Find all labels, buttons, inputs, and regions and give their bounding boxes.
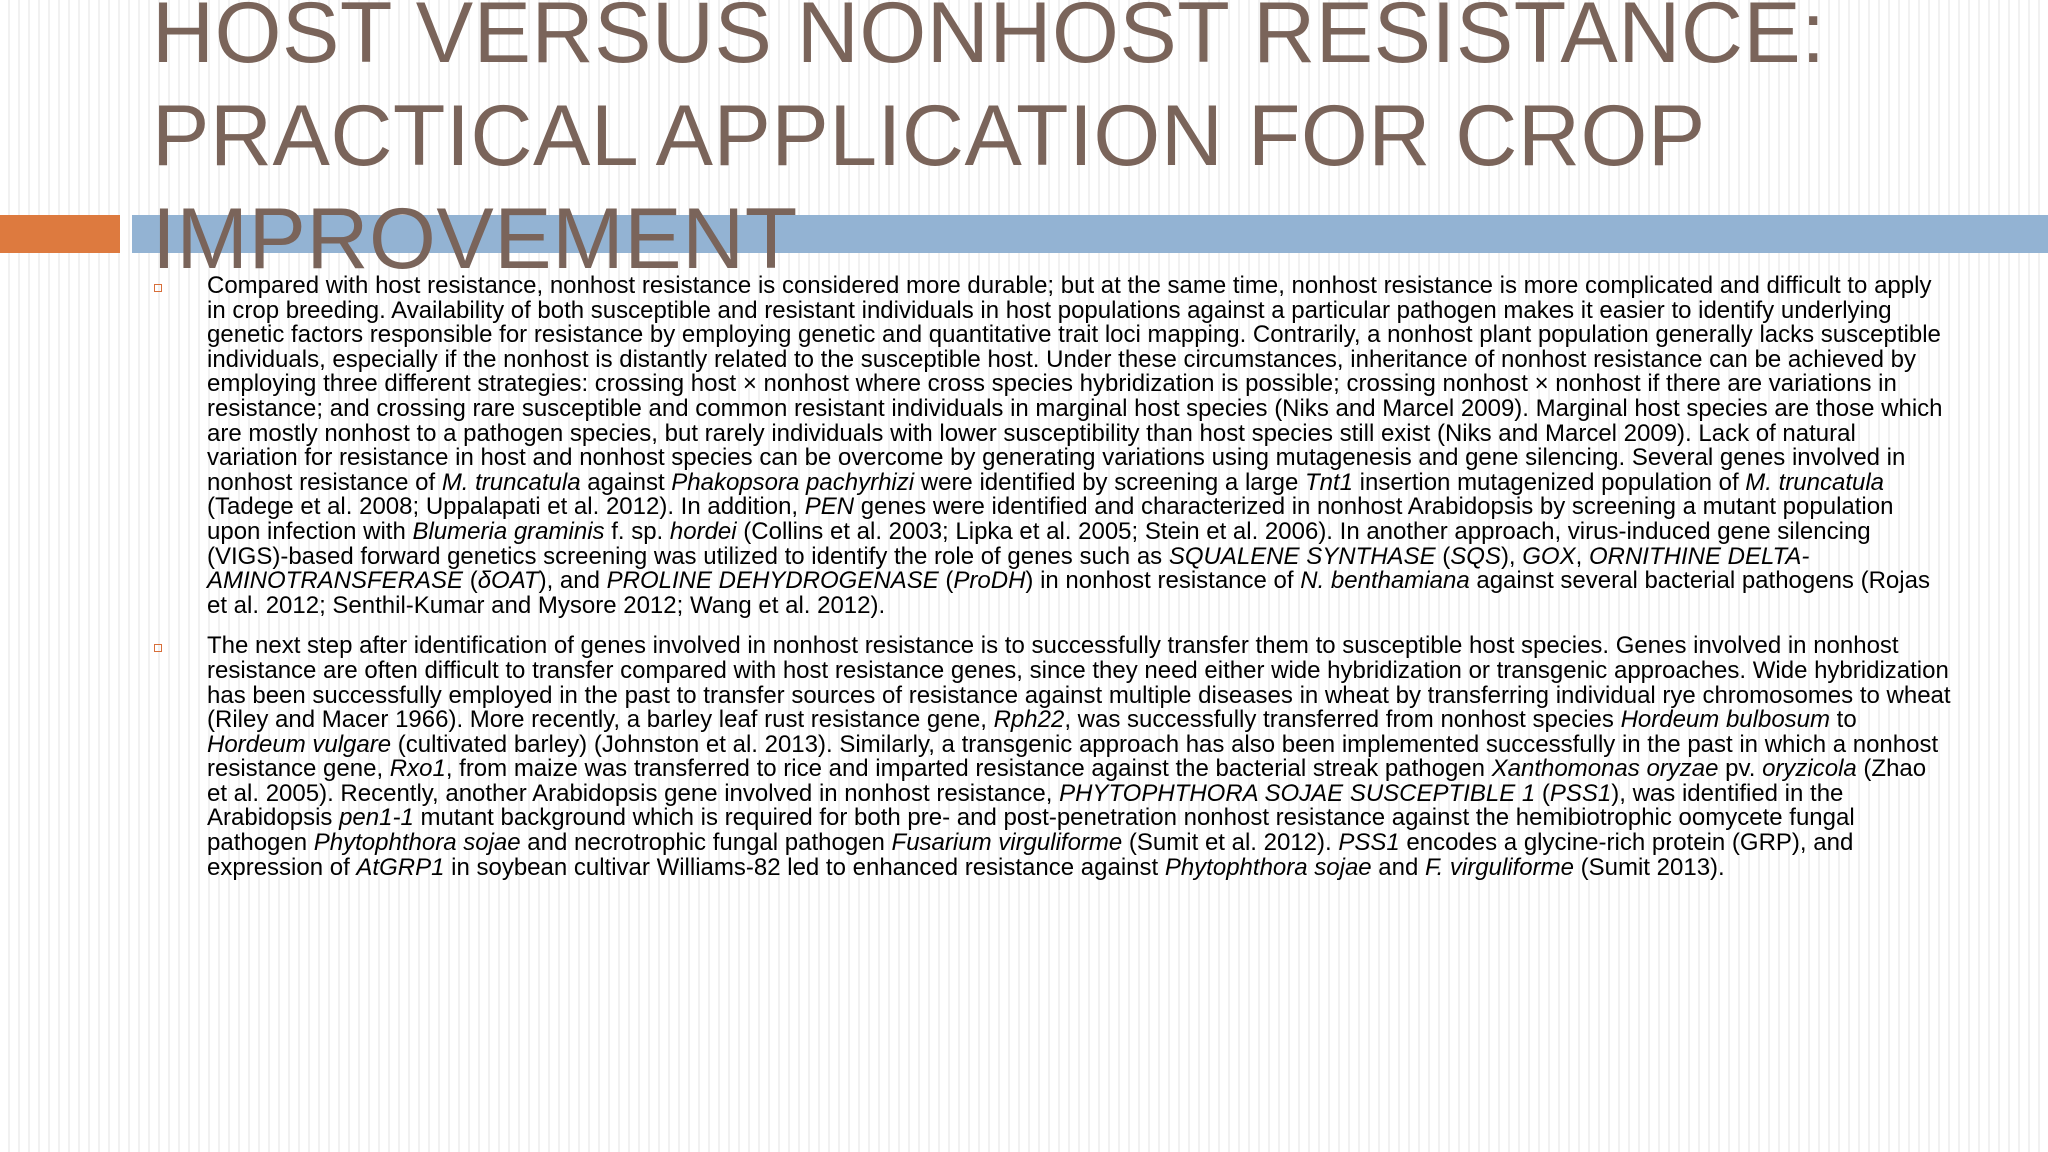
text-run: pv. — [1718, 755, 1763, 783]
italic-term: Rph22 — [993, 706, 1065, 734]
text-run: against — [580, 468, 672, 496]
text-run: ), and — [538, 567, 607, 595]
text-run: mutant background which is required for both pre- and post-penetration nonhost resistance against the hemibiotrophic oomycete fungal pathogen — [207, 804, 1855, 857]
italic-term: Phytophthora sojae — [1164, 853, 1372, 881]
text-run: in soybean cultivar Williams-82 led to enhanced resistance against — [444, 853, 1165, 881]
text-run: encodes a glycine-rich protein (GRP), and expression of — [207, 829, 1854, 881]
text-run: to — [1830, 706, 1857, 734]
bullet-paragraph-1 — [152, 274, 1952, 618]
text-run: ( — [1435, 542, 1451, 570]
text-run: f. sp. — [604, 517, 670, 545]
text-run: ) in nonhost resistance of — [1025, 567, 1301, 595]
text-run: , — [1575, 542, 1589, 570]
italic-term: ORNITHINE DELTA-AMINOTRANSFERASE — [207, 542, 1810, 595]
text-run: ), — [1500, 542, 1523, 570]
italic-term: Phakopsora pachyrhizi — [671, 468, 915, 496]
text-run: genes were identified and characterized in nonhost Arabidopsis by screening a mutant population upon infection with — [207, 493, 1894, 545]
italic-term: pen1-1 — [339, 804, 414, 832]
italic-term: Tnt1 — [1304, 468, 1354, 496]
text-run: insertion mutagenized population of — [1353, 468, 1746, 496]
italic-term: δOAT — [477, 567, 539, 595]
bullet-paragraph-2 — [152, 634, 1952, 880]
bullet-list — [152, 274, 1952, 896]
text-run: (Zhao et al. 2005). Recently, another Arabidopsis gene involved in nonhost resistance, — [207, 755, 1927, 807]
text-run: Compared with host resistance, nonhost resistance is considered more durable; but at the same time, nonhost resistance is more complicated and difficult to apply in crop breeding. Availability of both susceptible and resistant individuals in host populations against a particular pathogen makes it easier to identify underlying genetic factors responsible for resistance by employing genetic and quantitative trait loci mapping. Contrarily, a nonhost plant population generally lacks susceptible individuals, especially if the nonhost is distantly related to the susceptible host. Under these circumstances, inheritance of nonhost resistance can be achieved by employing three different strategies: crossing host × nonhost where cross species hybridization is possible; crossing nonhost × nonhost if there are variations in resistance; and crossing rare susceptible and common resistant individuals in marginal host species (Niks and Marcel 2009). Marginal host species are those which are mostly nonhost to a pathogen species, but rarely individuals with lower susceptibility than host species still exist (Niks and Marcel 2009). Lack of natural variation for resistance in host and nonhost species can be overcome by generating variations using mutagenesis and gene silencing. Several genes involved in nonhost resistance of — [207, 272, 1943, 496]
italic-term: M. truncatula — [1745, 468, 1885, 496]
italic-term: PEN — [804, 493, 855, 521]
text-run: (Tadege et al. 2008; Uppalapati et al. 2012). In addition, — [207, 493, 805, 521]
hollow-square-bullet-icon — [154, 644, 162, 652]
italic-term: ProDH — [953, 567, 1026, 595]
italic-term: GOX — [1522, 542, 1576, 570]
italic-term: Blumeria graminis — [412, 517, 605, 545]
italic-term: hordei — [669, 517, 737, 545]
text-run: , was successfully transferred from nonhost species — [1064, 706, 1621, 734]
italic-term: M. truncatula — [441, 468, 581, 496]
text-run: , from maize was transferred to rice and imparted resistance against the bacterial streak pathogen — [445, 755, 1492, 783]
italic-term: PSS1 — [1338, 829, 1400, 857]
italic-term: Fusarium virguliforme — [891, 829, 1123, 857]
italic-term: N. benthamiana — [1300, 567, 1470, 595]
accent-bar-orange — [0, 215, 120, 253]
italic-term: PROLINE DEHYDROGENASE — [606, 567, 939, 595]
italic-term: Hordeum bulbosum — [1620, 706, 1830, 734]
italic-term: Phytophthora sojae — [313, 829, 521, 857]
text-run: and necrotrophic fungal pathogen — [520, 829, 892, 857]
italic-term: F. virguliforme — [1425, 853, 1574, 881]
text-run: (Sumit 2013). — [1573, 853, 1725, 881]
hollow-square-bullet-icon — [154, 284, 162, 292]
italic-term: SQS — [1450, 542, 1501, 570]
text-run: and — [1371, 853, 1426, 881]
italic-term: Hordeum vulgare — [207, 730, 392, 758]
italic-term: AtGRP1 — [356, 853, 445, 881]
text-run: were identified by screening a large — [914, 468, 1305, 496]
text-run: (Collins et al. 2003; Lipka et al. 2005; Stein et al. 2006). In another approach, virus-induced gene silencing (VIGS)-based forward genetics screening was utilized to identify the role of genes such as — [207, 517, 1871, 570]
text-run: ( — [463, 567, 478, 595]
text-run: The next step after identification of genes involved in nonhost resistance is to successfully transfer them to susceptible host species. Genes involved in nonhost resistance are often difficult to transfer compared with host resistance genes, since they need either wide hybridization or transgenic approaches. Wide hybridization has been successfully employed in the past to transfer sources of resistance against multiple diseases in wheat by transferring individual rye chromosomes to wheat (Riley and Macer 1966). More recently, a barley leaf rust resistance gene, — [207, 632, 1951, 734]
italic-term: Xanthomonas oryzae — [1491, 755, 1719, 783]
italic-term: PSS1 — [1549, 779, 1612, 807]
italic-term: oryzicola — [1762, 755, 1857, 783]
italic-term: SQUALENE SYNTHASE — [1168, 542, 1436, 570]
text-run: ( — [1535, 779, 1550, 807]
text-run: against several bacterial pathogens (Rojas et al. 2012; Senthil-Kumar and Mysore 2012; Wang et al. 2012). — [207, 567, 1930, 619]
text-run: ), was identified in the Arabidopsis — [207, 779, 1844, 832]
text-run: (cultivated barley) (Johnston et al. 2013). Similarly, a transgenic approach has also been implemented successfully in the past in which a nonhost resistance gene, — [207, 730, 1939, 783]
italic-term: Rxo1 — [389, 755, 446, 783]
text-run: ( — [938, 567, 954, 595]
italic-term: PHYTOPHTHORA SOJAE SUSCEPTIBLE 1 — [1059, 779, 1536, 807]
slide-title: HOST VERSUS NONHOST RESISTANCE: PRACTICAL APPLICATION FOR CROP IMPROVEMENT — [152, 0, 1826, 287]
text-run: (Sumit et al. 2012). — [1122, 829, 1339, 857]
